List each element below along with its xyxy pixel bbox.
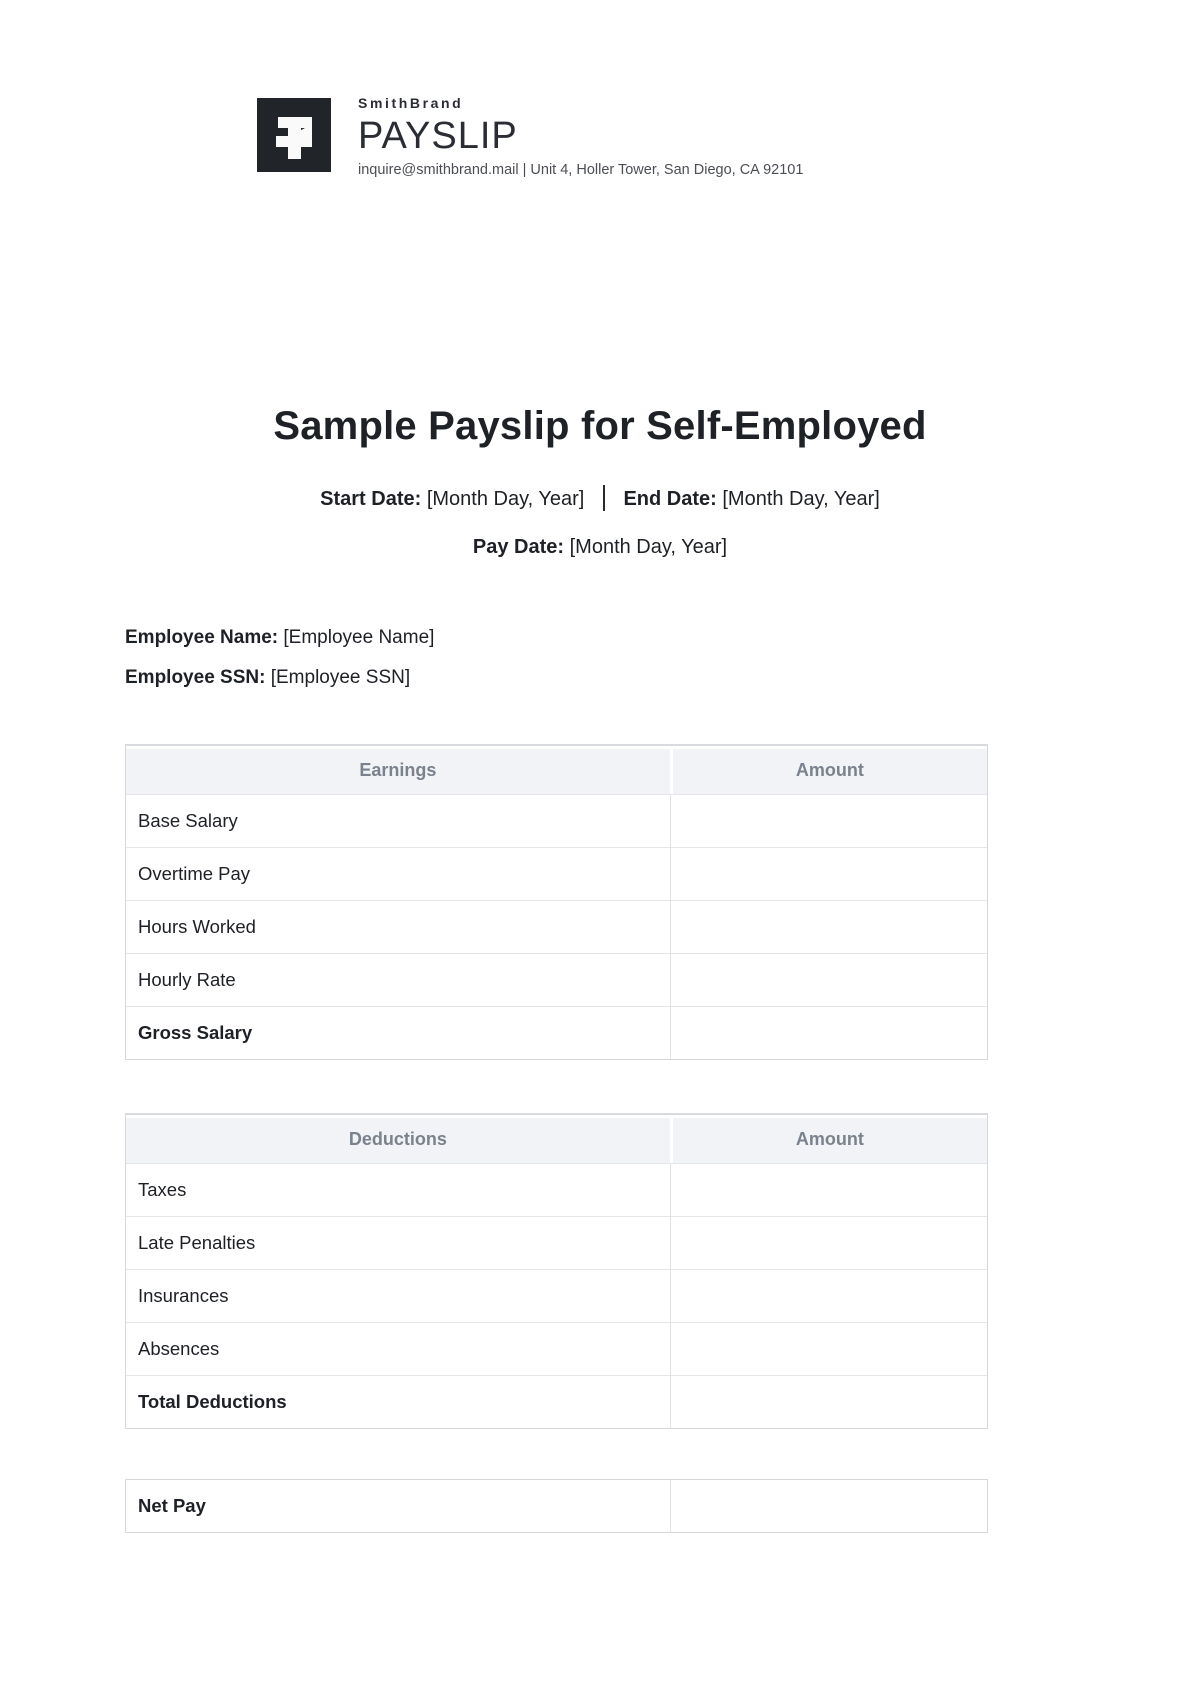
- table-row: [126, 953, 987, 1006]
- end-date-value: [Month Day, Year]: [722, 488, 880, 510]
- earnings-header-row: [126, 746, 987, 794]
- table-row-total: [126, 1006, 987, 1059]
- net-pay-amount: [670, 1480, 987, 1532]
- employee-name-value: [Employee Name]: [283, 627, 435, 648]
- period-dates-line: [0, 485, 1200, 513]
- employee-ssn-value: [Employee SSN]: [270, 667, 411, 688]
- row-label: Hours Worked: [126, 900, 670, 953]
- row-amount: [670, 794, 987, 847]
- table-row: [126, 1216, 987, 1269]
- row-label: Late Penalties: [126, 1216, 670, 1269]
- row-amount: [670, 1269, 987, 1322]
- row-amount: [670, 953, 987, 1006]
- net-pay-table: [125, 1479, 988, 1533]
- earnings-column-header: Earnings: [126, 746, 670, 794]
- row-label: Insurances: [126, 1269, 670, 1322]
- earnings-amount-header: Amount: [670, 746, 987, 794]
- end-date-label: End Date:: [623, 488, 717, 510]
- row-amount: [670, 900, 987, 953]
- table-row: [126, 1322, 987, 1375]
- document-type-label: PAYSLIP: [358, 115, 518, 157]
- deductions-amount-header: Amount: [670, 1115, 987, 1163]
- row-amount: [670, 847, 987, 900]
- employee-info: [125, 625, 1200, 691]
- row-amount: [670, 1216, 987, 1269]
- net-pay-row: [126, 1480, 987, 1532]
- row-label: Total Deductions: [126, 1375, 670, 1428]
- row-amount: [670, 1375, 987, 1428]
- employee-name-label: Employee Name:: [125, 627, 279, 648]
- brand-header: [257, 95, 1200, 180]
- earnings-table: [125, 744, 988, 1060]
- employee-name-line: [125, 625, 1200, 651]
- start-date-label: Start Date:: [320, 488, 422, 510]
- brand-contact: inquire@smithbrand.mail | Unit 4, Holler Tower, San Diego, CA 92101: [358, 162, 804, 178]
- row-label: Base Salary: [126, 794, 670, 847]
- deductions-column-header: Deductions: [126, 1115, 670, 1163]
- table-row: [126, 794, 987, 847]
- table-row: [126, 847, 987, 900]
- employee-ssn-line: [125, 665, 1200, 691]
- pay-date-line: [0, 533, 1200, 561]
- brand-logo: [257, 98, 331, 172]
- employee-ssn-label: Employee SSN:: [125, 667, 266, 688]
- deductions-header-row: [126, 1115, 987, 1163]
- table-row: [126, 1269, 987, 1322]
- page-title: Sample Payslip for Self-Employed: [273, 404, 927, 448]
- deductions-table: [125, 1113, 988, 1429]
- pay-date-label: Pay Date:: [472, 536, 565, 558]
- row-label: Gross Salary: [126, 1006, 670, 1059]
- row-label: Absences: [126, 1322, 670, 1375]
- row-amount: [670, 1322, 987, 1375]
- table-row: [126, 900, 987, 953]
- date-separator: [603, 485, 605, 511]
- brand-text-block: [358, 94, 803, 180]
- pay-date-value: [Month Day, Year]: [569, 536, 728, 558]
- net-pay-label: Net Pay: [126, 1480, 670, 1532]
- brand-name: SmithBrand: [358, 95, 464, 111]
- row-label: Taxes: [126, 1163, 670, 1216]
- row-label: Overtime Pay: [126, 847, 670, 900]
- brand-logo-icon: [257, 98, 331, 172]
- start-date-value: [Month Day, Year]: [426, 488, 585, 510]
- table-row-total: [126, 1375, 987, 1428]
- row-amount: [670, 1006, 987, 1059]
- table-row: [126, 1163, 987, 1216]
- row-amount: [670, 1163, 987, 1216]
- row-label: Hourly Rate: [126, 953, 670, 1006]
